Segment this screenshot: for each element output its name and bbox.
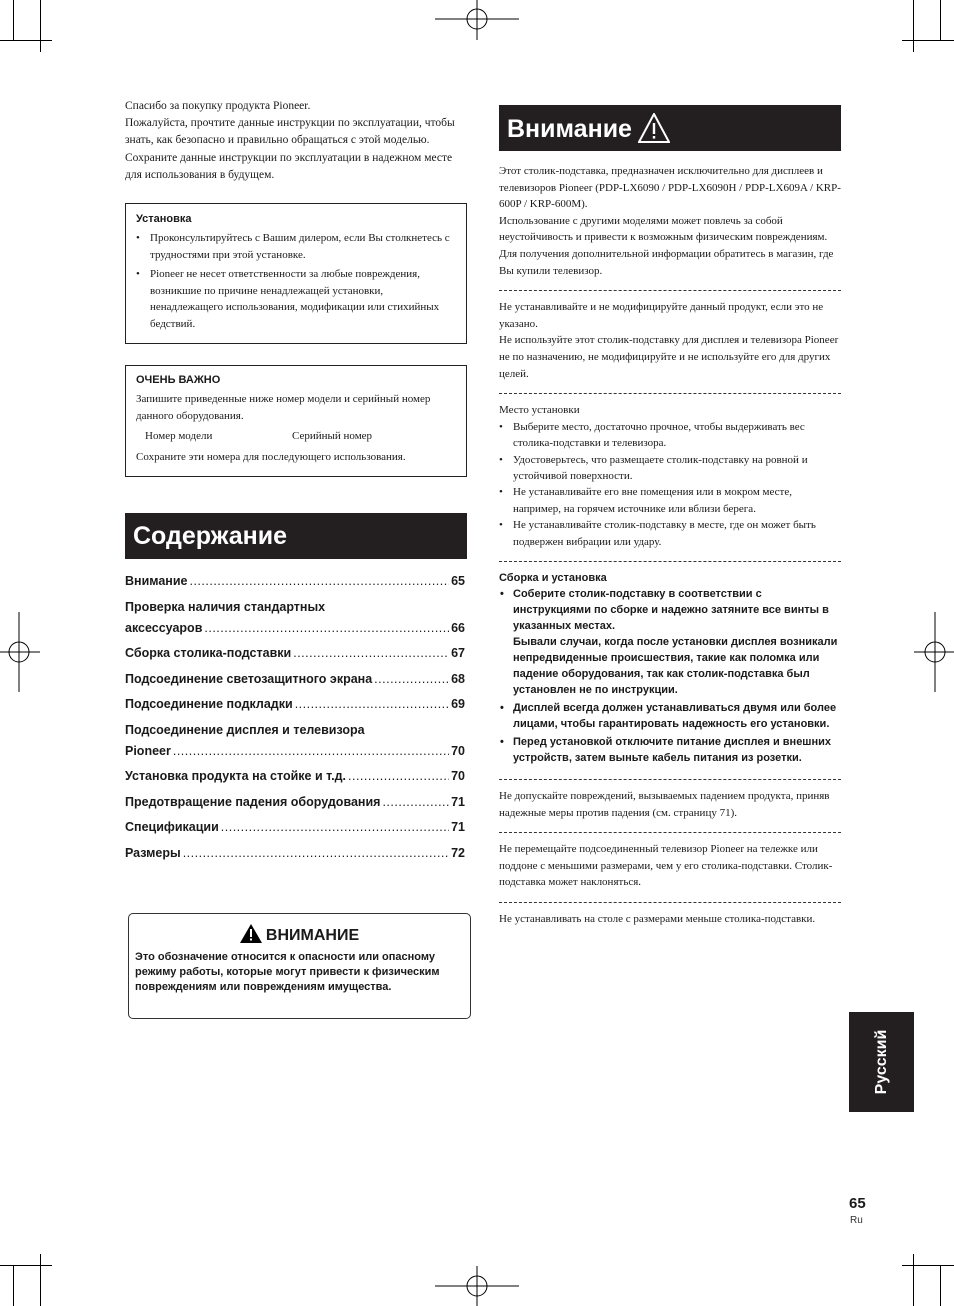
toc-entry-rack-installation[interactable] bbox=[125, 766, 465, 787]
important-box bbox=[125, 365, 467, 477]
warning-box-text: Это обозначение относится к опасности или опасному режиму работы, которые могут привести к физическим повреждениям или повреждениям имущества. bbox=[135, 951, 440, 993]
caution-paragraph: Этот столик-подставка, предназначен исключительно для дисплеев и телевизоров Pioneer (PDP-LX6090 / PDP-LX6090H / PDP-LX609A / KRP-600P / KRP-600M). bbox=[499, 165, 841, 211]
language-tab-label: Русский bbox=[872, 1029, 890, 1095]
toc-entry-title: Размеры bbox=[125, 845, 181, 860]
toc-entry-stand-assembly[interactable] bbox=[125, 643, 465, 664]
toc-entry-title-line1: Проверка наличия стандартных bbox=[125, 599, 326, 614]
model-number-label: Номер модели bbox=[145, 430, 213, 443]
intro-line-2: Пожалуйста, прочтите данные инструкции по эксплуатации, чтобы знать, как безопасно и правильно обращаться с этой моделью. Сохраните данные инструкции по эксплуатации в надежном месте для использования в будущем. bbox=[125, 117, 455, 181]
toc-entry-page: 67 bbox=[451, 646, 465, 660]
divider bbox=[499, 393, 841, 394]
toc-entry-title: Pioneer bbox=[125, 743, 171, 758]
important-box-title: ОЧЕНЬ ВАЖНО bbox=[136, 374, 221, 386]
toc-entry-title-line1: Подсоединение дисплея и телевизора bbox=[125, 722, 365, 737]
installation-box bbox=[125, 203, 467, 344]
toc-entry-page: 69 bbox=[451, 697, 465, 711]
toc-entry-page: 71 bbox=[451, 820, 465, 834]
toc-entry-page: 70 bbox=[451, 769, 465, 783]
toc-entry-accessories[interactable] bbox=[125, 597, 465, 639]
toc-entry-specifications[interactable] bbox=[125, 817, 465, 838]
page-number: 65 bbox=[849, 1195, 866, 1212]
toc-entry-caution[interactable] bbox=[125, 571, 465, 592]
toc-entry-page: 70 bbox=[451, 743, 465, 758]
divider bbox=[499, 561, 841, 562]
list-item: • Удостоверьтесь, что размещаете столик-подставку на ровной и устойчивой поверхности. bbox=[499, 452, 841, 485]
toc-entry-display-connection[interactable] bbox=[125, 720, 465, 762]
toc-entry-title: Спецификации bbox=[125, 820, 219, 834]
list-item: • Pioneer не несет ответственности за любые повреждения, возникшие по причине ненадлежащей установки, ненадлежащего использования, модификации или стихийных бедствий. bbox=[136, 266, 456, 332]
page-language-code: Ru bbox=[850, 1215, 863, 1226]
caution-heading bbox=[499, 105, 841, 151]
toc-entry-title: Предотвращение падения оборудования bbox=[125, 794, 381, 809]
caution-paragraph: Не устанавливайте и не модифицируйте данный продукт, если это не указано. bbox=[499, 301, 824, 330]
list-item: • Перед установкой отключите питание дисплея и внешних устройств, затем выньте кабель питания из розетки. bbox=[499, 734, 841, 766]
toc-entry-page: 71 bbox=[451, 794, 465, 809]
model-serial-row bbox=[145, 428, 456, 444]
divider bbox=[499, 779, 841, 780]
caution-paragraph: Не используйте этот столик-подставку для дисплея и телевизора Pioneer не по назначению, не модифицируйте и не используйте его для других целей. bbox=[499, 334, 839, 380]
list-item: • Проконсультируйтесь с Вашим дилером, если Вы столкнетесь с трудностями при этой установке. bbox=[136, 230, 456, 263]
assembly-item-text: • Соберите столик-подставку в соответствии с инструкциями по сборке и надежно затяните все винты в указанных местах. bbox=[513, 587, 829, 632]
toc-entry-page: 72 bbox=[451, 845, 465, 860]
toc-entry-title: Установка продукта на стойке и т.д. bbox=[125, 769, 347, 783]
toc-entry-title: Сборка столика-подставки bbox=[125, 646, 292, 660]
caution-paragraph: Не допускайте повреждений, вызываемых падением продукта, приняв надежные меры против падения (см. страницу 71). bbox=[499, 789, 830, 819]
assembly-item-extra: Бывали случаи, когда после установки дисплея возникали непредвиденные происшествия, такие как поломка или падение оборудования, так как столик-подставка был установлен не по инструкции. bbox=[513, 635, 838, 696]
caution-paragraph: Не устанавливать на столе с размерами меньше столика-подставки. bbox=[499, 912, 816, 925]
divider bbox=[499, 832, 841, 833]
important-box-text: Запишите приведенные ниже номер модели и серийный номер данного оборудования. bbox=[136, 393, 431, 422]
registration-mark-top bbox=[435, 0, 519, 40]
serial-number-label: Серийный номер bbox=[292, 430, 373, 443]
installation-box-title: Установка bbox=[136, 213, 192, 225]
toc-entry-dimensions[interactable] bbox=[125, 843, 465, 864]
warning-triangle-icon bbox=[638, 113, 670, 143]
divider bbox=[499, 902, 841, 903]
caution-paragraph: Использование с другими моделями может повлечь за собой неустойчивость и привести к возможным физическим повреждениям. Для получения дополнительной информации обратитесь в магазин, где Вы купили телевизор. bbox=[499, 214, 834, 277]
intro-text bbox=[125, 98, 470, 184]
caution-paragraph: Не перемещайте подсоединенный телевизор Pioneer на тележке или поддоне с меньшими размерами, чем у его столика-подставки. Столик-подставка может наклоняться. bbox=[499, 843, 833, 889]
warning-box bbox=[128, 913, 471, 1019]
registration-mark-left bbox=[0, 612, 40, 692]
list-item: • Дисплей всегда должен устанавливаться двумя или более лицами, чтобы гарантировать надежность его установки. bbox=[499, 700, 841, 732]
list-item: • Выберите место, достаточно прочное, чтобы выдерживать вес столика-подставки и телевизора. bbox=[499, 419, 841, 452]
warning-box-title: ВНИМАНИЕ bbox=[265, 927, 360, 944]
list-item bbox=[499, 586, 841, 698]
toc-entry-title: Подсоединение подкладки bbox=[125, 697, 293, 711]
contents-heading: Содержание bbox=[125, 513, 467, 559]
toc-entry-title: Внимание bbox=[125, 574, 188, 588]
toc-entry-page: 66 bbox=[451, 620, 465, 635]
registration-mark-bottom bbox=[435, 1266, 519, 1306]
intro-line-1: Спасибо за покупку продукта Pioneer. bbox=[125, 100, 311, 112]
toc-entry-page: 65 bbox=[451, 574, 465, 588]
table-of-contents bbox=[125, 571, 465, 868]
toc-entry-light-shield[interactable] bbox=[125, 669, 465, 690]
warning-triangle-icon bbox=[240, 924, 262, 943]
caution-heading-text: Внимание bbox=[507, 115, 632, 143]
toc-entry-title: аксессуаров bbox=[125, 620, 203, 635]
toc-entry-title: Подсоединение светозащитного экрана bbox=[125, 671, 373, 686]
important-box-footer: Сохраните эти номера для последующего использования. bbox=[136, 451, 406, 464]
toc-entry-page: 68 bbox=[451, 671, 465, 686]
list-item: • Не устанавливайте его вне помещения или в мокром месте, например, на горячем источнике или вблизи берега. bbox=[499, 484, 841, 517]
toc-entry-pad[interactable] bbox=[125, 694, 465, 715]
language-tab[interactable] bbox=[849, 1012, 914, 1112]
assembly-title: Сборка и установка bbox=[499, 571, 607, 584]
registration-mark-right bbox=[914, 612, 954, 692]
list-item: • Не устанавливайте столик-подставку в месте, где он может быть подвержен вибрации или удару. bbox=[499, 517, 841, 550]
caution-content bbox=[499, 163, 841, 934]
location-title: Место установки bbox=[499, 404, 580, 417]
toc-entry-fall-prevention[interactable] bbox=[125, 792, 465, 813]
divider bbox=[499, 290, 841, 291]
